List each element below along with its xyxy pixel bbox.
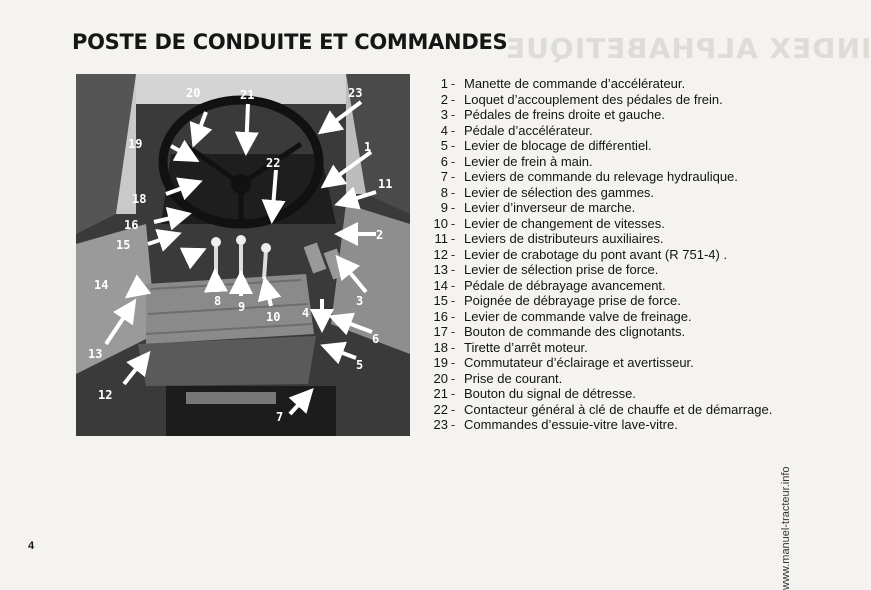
callout-17: 17 (186, 246, 201, 260)
page-number: 4 (28, 540, 35, 552)
legend-item-number: 7 (440, 169, 448, 184)
legend-item-text: Commandes d’essuie-vitre lave-vitre. (464, 417, 678, 432)
legend-item-dash: - (450, 401, 456, 417)
legend-item (418, 262, 788, 278)
legend-item-number: 15 (433, 293, 448, 308)
bleed-through-heading: INDEX ALPHABETIQUE (505, 32, 871, 65)
legend-item (418, 324, 788, 340)
legend-item (418, 123, 788, 139)
legend-item-dash: - (450, 262, 456, 277)
legend-item-dash: - (450, 107, 456, 122)
legend-item-dash: - (450, 386, 456, 401)
legend-item-text: Levier de sélection prise de force. (464, 262, 659, 277)
legend-item (418, 417, 788, 433)
legend-item (418, 200, 788, 216)
legend-item-number: 10 (433, 215, 448, 231)
legend-item (418, 402, 788, 418)
legend-item-dash: - (450, 293, 456, 308)
legend-item (418, 293, 788, 309)
legend-item-dash: - (450, 355, 456, 370)
legend-item (418, 216, 788, 232)
legend-item (418, 107, 788, 123)
callout-13: 13 (88, 347, 103, 361)
legend-item (418, 247, 788, 263)
callout-22: 22 (266, 156, 281, 170)
legend-item-number: 14 (433, 277, 448, 293)
legend-item-text: Levier d’inverseur de marche. (464, 200, 636, 215)
legend-item-number: 12 (433, 246, 448, 262)
legend-item-number: 22 (433, 401, 448, 417)
legend-item (418, 154, 788, 170)
legend-item-dash: - (450, 153, 456, 169)
legend-item-number: 11 (434, 231, 448, 246)
callout-16: 16 (124, 218, 139, 232)
callout-7: 7 (276, 410, 284, 424)
legend-item-text: Poignée de débrayage prise de force. (464, 293, 681, 308)
legend-item-text: Manette de commande d’accélérateur. (464, 76, 686, 91)
legend-item-dash: - (450, 417, 456, 432)
callout-18: 18 (132, 192, 147, 206)
legend-item (418, 92, 788, 108)
site-watermark: www.manuel-tracteur.info (780, 466, 792, 590)
legend-item-text: Tirette d’arrêt moteur. (464, 339, 588, 355)
legend-item-dash: - (450, 308, 456, 324)
legend-item-dash: - (450, 138, 456, 153)
callout-20: 20 (186, 86, 201, 100)
legend-item-text: Loquet d’accouplement des pédales de frein. (464, 91, 723, 107)
legend-item-number: 13 (433, 262, 448, 277)
legend-item-dash: - (450, 200, 456, 215)
page-title: POSTE DE CONDUITE ET COMMANDES (72, 30, 508, 54)
callout-8: 8 (214, 294, 222, 308)
legend-item-text: Prise de courant. (464, 370, 563, 386)
legend-item (418, 185, 788, 201)
legend-item-text: Levier de frein à main. (464, 153, 593, 169)
legend-item-dash: - (450, 246, 456, 262)
controls-legend (418, 76, 788, 433)
callout-23: 23 (348, 86, 363, 100)
legend-item-number: 4 (440, 122, 448, 138)
legend-item-number: 19 (433, 355, 448, 370)
legend-item-number: 9 (440, 200, 448, 215)
legend-item-text: Pédale de débrayage avancement. (464, 277, 666, 293)
legend-item-number: 8 (440, 184, 448, 200)
legend-item-number: 2 (440, 91, 448, 107)
legend-item-number: 18 (433, 339, 448, 355)
legend-item-dash: - (450, 122, 456, 138)
callout-5: 5 (356, 358, 364, 372)
callout-15: 15 (116, 238, 131, 252)
legend-item (418, 231, 788, 247)
legend-item (418, 138, 788, 154)
legend-item-number: 6 (440, 153, 448, 169)
legend-item (418, 76, 788, 92)
legend-item-text: Leviers de commande du relevage hydraulique. (464, 169, 738, 184)
legend-item-number: 17 (433, 324, 448, 339)
legend-item (418, 309, 788, 325)
legend-item-number: 5 (440, 138, 448, 153)
callout-4: 4 (302, 306, 310, 320)
legend-item-dash: - (450, 215, 456, 231)
legend-item-dash: - (450, 277, 456, 293)
callout-12: 12 (98, 388, 113, 402)
callout-6: 6 (372, 332, 380, 346)
legend-item-dash: - (450, 324, 456, 339)
legend-item-text: Commutateur d’éclairage et avertisseur. (464, 355, 694, 370)
legend-item (418, 355, 788, 371)
legend-item-text: Bouton de commande des clignotants. (464, 324, 686, 339)
legend-item-text: Pédales de freins droite et gauche. (464, 107, 665, 122)
legend-item-text: Leviers de distributeurs auxiliaires. (464, 231, 664, 246)
callout-11: 11 (378, 177, 393, 191)
legend-item-number: 1 (440, 76, 448, 91)
legend-item (418, 371, 788, 387)
legend-item-number: 20 (433, 370, 448, 386)
cab-photo-illustration (76, 74, 410, 436)
legend-item-text: Levier de commande valve de freinage. (464, 308, 692, 324)
legend-item-text: Contacteur général à clé de chauffe et de démarrage. (464, 401, 773, 417)
legend-item-dash: - (450, 370, 456, 386)
callout-9: 9 (238, 300, 246, 314)
callout-1: 1 (364, 140, 372, 154)
legend-item-text: Levier de sélection des gammes. (464, 184, 655, 200)
legend-item-dash: - (450, 184, 456, 200)
legend-item (418, 340, 788, 356)
legend-item-number: 21 (433, 386, 448, 401)
legend-item-number: 23 (433, 417, 448, 432)
callout-14: 14 (94, 278, 109, 292)
legend-item-dash: - (450, 91, 456, 107)
legend-item-text: Bouton du signal de détresse. (464, 386, 637, 401)
legend-item-number: 16 (433, 308, 448, 324)
legend-item-number: 3 (440, 107, 448, 122)
legend-item (418, 386, 788, 402)
legend-item-dash: - (450, 76, 456, 91)
legend-item-text: Levier de crabotage du pont avant (R 751-4) . (464, 246, 728, 262)
callout-21: 21 (240, 88, 255, 102)
legend-item-text: Levier de changement de vitesses. (464, 215, 665, 231)
callout-2: 2 (376, 228, 384, 242)
legend-item (418, 278, 788, 294)
legend-item-dash: - (450, 339, 456, 355)
cab-photo (76, 74, 410, 436)
legend-item-dash: - (450, 169, 456, 184)
legend-item-text: Levier de blocage de différentiel. (464, 138, 652, 153)
legend-item-dash: - (450, 231, 456, 246)
callout-3: 3 (356, 294, 364, 308)
legend-item-text: Pédale d’accélérateur. (464, 122, 593, 138)
legend-item (418, 169, 788, 185)
callout-10: 10 (266, 310, 281, 324)
callout-19: 19 (128, 137, 143, 151)
